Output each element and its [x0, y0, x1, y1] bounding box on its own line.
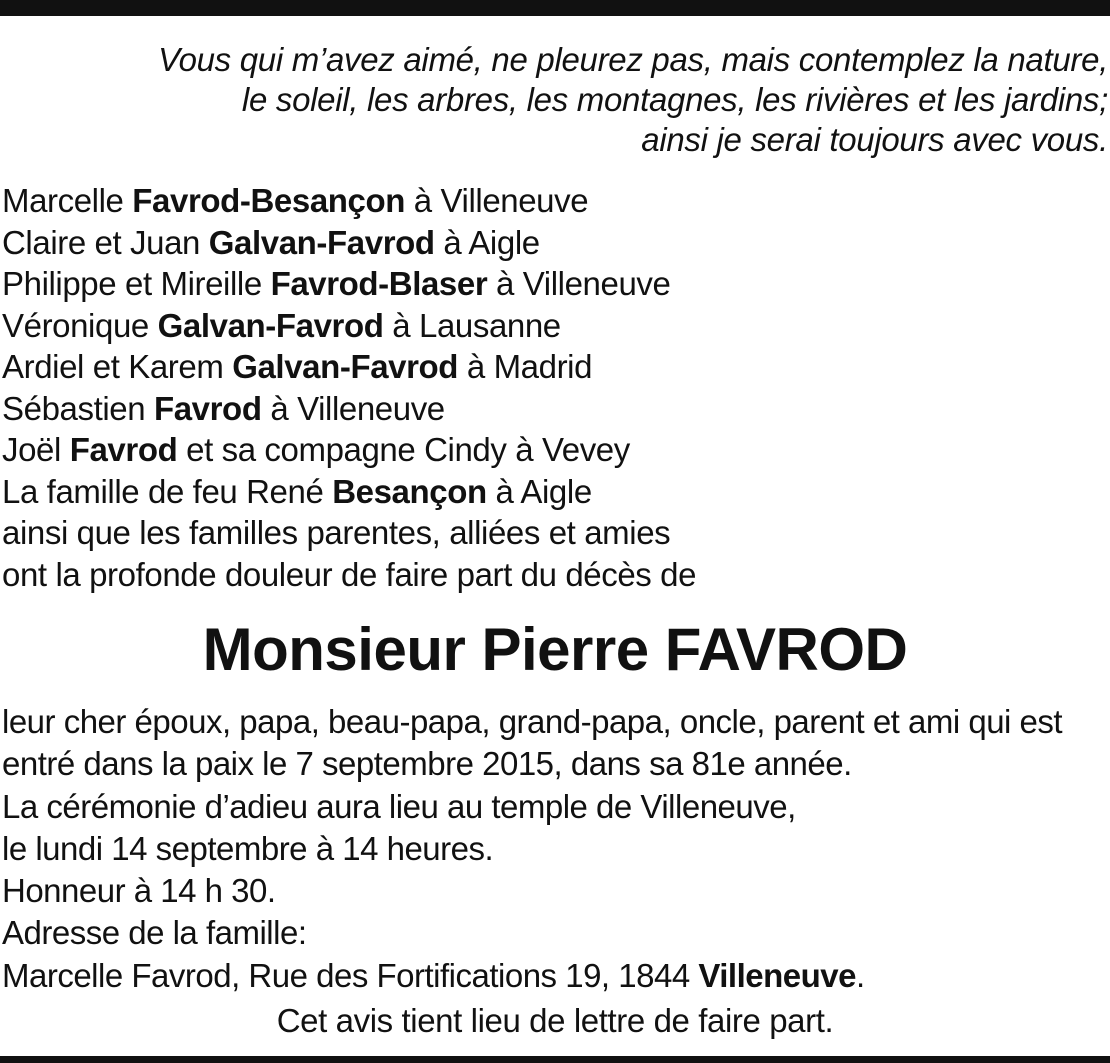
family-name: Galvan-Favrod	[208, 223, 435, 261]
mourner-line: La famille de feu René Besançon à Aigle	[2, 472, 592, 510]
mourner-line: Sébastien Favrod à Villeneuve	[2, 389, 445, 427]
footnote-notice: Cet avis tient lieu de lettre de faire part.	[276, 1002, 834, 1039]
quote-line: le soleil, les arbres, les montagnes, les rivières et les jardins;	[241, 81, 1108, 118]
address-city: Villeneuve	[698, 956, 856, 994]
mourner-line: Véronique Galvan-Favrod à Lausanne	[2, 306, 561, 344]
mourner-line: ainsi que les familles parentes, alliées et amies	[2, 514, 671, 551]
body-line: La cérémonie d’adieu aura lieu au temple de Villeneuve,	[2, 787, 796, 825]
family-address: Marcelle Favrod, Rue des Fortifications 19, 1844 Villeneuve.	[2, 956, 865, 994]
body-line: entré dans la paix le 7 septembre 2015, dans sa 81e année.	[2, 745, 852, 783]
family-name: Galvan-Favrod	[157, 306, 384, 344]
body-line: le lundi 14 septembre à 14 heures.	[2, 829, 494, 867]
mourners-list	[2, 180, 696, 595]
top-border-rule	[0, 0, 1110, 16]
mourner-line: Marcelle Favrod-Besançon à Villeneuve	[2, 182, 589, 219]
mourner-line: Philippe et Mireille Favrod-Blaser à Villeneuve	[2, 265, 671, 302]
family-name: Galvan-Favrod	[232, 348, 459, 385]
family-name: Favrod-Besançon	[132, 182, 406, 219]
family-name: Besançon	[332, 472, 487, 510]
family-name: Favrod-Blaser	[270, 265, 488, 302]
deceased-name-heading: Monsieur Pierre FAVROD	[202, 616, 908, 683]
family-name: Favrod	[153, 389, 262, 427]
bottom-border-rule	[0, 1056, 1110, 1063]
family-name: Favrod	[69, 431, 178, 468]
body-line: leur cher époux, papa, beau-papa, grand-papa, oncle, parent et ami qui est	[2, 703, 1063, 740]
quote-line: Vous qui m’avez aimé, ne pleurez pas, mais contemplez la nature,	[158, 41, 1108, 78]
epigraph-quote	[8, 40, 1108, 160]
mourner-line: Claire et Juan Galvan-Favrod à Aigle	[2, 223, 540, 261]
mourner-line: Joël Favrod et sa compagne Cindy à Vevey	[2, 431, 630, 468]
quote-line: ainsi je serai toujours avec vous.	[641, 121, 1108, 158]
mourner-line: ont la profonde douleur de faire part du décès de	[2, 555, 697, 593]
announcement-body	[2, 701, 1062, 997]
mourner-line: Ardiel et Karem Galvan-Favrod à Madrid	[2, 348, 593, 385]
body-line: Honneur à 14 h 30.	[2, 872, 276, 910]
body-line: Adresse de la famille:	[2, 914, 307, 952]
